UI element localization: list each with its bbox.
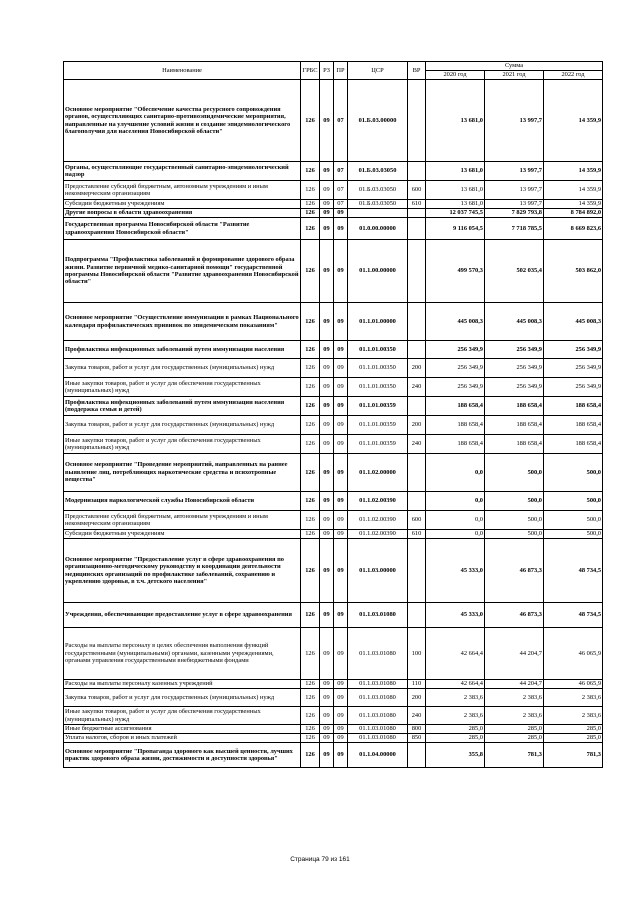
row-2021: 445 008,3 xyxy=(485,303,544,341)
row-name: Другие вопросы в области здравоохранения xyxy=(64,209,301,218)
row-vr xyxy=(408,603,426,628)
row-grbs: 126 xyxy=(301,511,320,530)
row-vr: 240 xyxy=(408,378,426,397)
row-2022: 2 383,6 xyxy=(544,707,603,725)
row-rz: 09 xyxy=(320,628,334,680)
row-2020: 256 349,9 xyxy=(426,378,485,397)
row-2021: 781,3 xyxy=(485,743,544,768)
row-2020: 0,0 xyxy=(426,454,485,492)
row-pr: 09 xyxy=(334,218,348,240)
row-pr: 09 xyxy=(334,689,348,707)
row-name: Основное мероприятие "Предоставление услуг в сфере здравоохранения по организационно-методическому руководству и координации деятельности медицинских организаций по профилактике заболеваний, сохранению и укреплению здоровья, в т.ч. детского населения" xyxy=(64,539,301,603)
row-name: Профилактика инфекционных заболеваний путем иммунизации населения (поддержка семьи и детей) xyxy=(64,397,301,416)
row-2021: 13 997,7 xyxy=(485,181,544,200)
row-name: Основное мероприятие "Осуществление иммунизации в рамках Национального календаря профилактических прививок по эпидемическим показаниям" xyxy=(64,303,301,341)
row-csr: 01.1.03.01080 xyxy=(348,707,408,725)
row-vr xyxy=(408,240,426,303)
row-2021: 188 658,4 xyxy=(485,435,544,454)
row-csr: 01.1.03.01080 xyxy=(348,725,408,734)
header-name: Наименование xyxy=(64,62,301,80)
row-csr xyxy=(348,209,408,218)
row-rz: 09 xyxy=(320,492,334,511)
table-row xyxy=(64,628,603,680)
row-2020: 42 664,4 xyxy=(426,680,485,689)
table-row xyxy=(64,603,603,628)
table-row xyxy=(64,725,603,734)
row-csr: 01.1.03.01080 xyxy=(348,628,408,680)
row-grbs: 126 xyxy=(301,240,320,303)
row-2022: 256 349,9 xyxy=(544,341,603,359)
row-2020: 0,0 xyxy=(426,530,485,539)
row-2021: 46 873,3 xyxy=(485,603,544,628)
row-2022: 188 658,4 xyxy=(544,397,603,416)
row-2021: 285,0 xyxy=(485,734,544,743)
row-csr: 01.1.02.00390 xyxy=(348,511,408,530)
row-name: Закупка товаров, работ и услуг для государственных (муниципальных) нужд xyxy=(64,689,301,707)
row-csr: 01.1.02.00390 xyxy=(348,492,408,511)
row-csr: 01.1.03.01080 xyxy=(348,734,408,743)
row-pr: 09 xyxy=(334,416,348,435)
header-pr: ПР xyxy=(334,62,348,80)
row-2022: 14 359,9 xyxy=(544,80,603,162)
row-name: Подпрограмма "Профилактика заболеваний и формирование здорового образа жизни. Развитие первичной медико-санитарной помощи" государственной программы Новосибирской области "Развитие здравоохранения Новосибирской области" xyxy=(64,240,301,303)
row-csr: 01.1.01.00350 xyxy=(348,341,408,359)
table-row xyxy=(64,200,603,209)
row-2021: 13 997,7 xyxy=(485,162,544,181)
row-csr: 01.1.03.01080 xyxy=(348,603,408,628)
row-grbs: 126 xyxy=(301,218,320,240)
row-rz: 09 xyxy=(320,725,334,734)
row-vr xyxy=(408,218,426,240)
row-name: Уплата налогов, сборов и иных платежей xyxy=(64,734,301,743)
row-csr: 01.1.03.00000 xyxy=(348,539,408,603)
row-pr: 09 xyxy=(334,378,348,397)
row-2022: 781,3 xyxy=(544,743,603,768)
row-2022: 2 383,6 xyxy=(544,689,603,707)
row-name: Субсидии бюджетным учреждениям xyxy=(64,530,301,539)
row-grbs: 126 xyxy=(301,530,320,539)
row-pr: 09 xyxy=(334,725,348,734)
row-2020: 12 037 745,5 xyxy=(426,209,485,218)
row-rz: 09 xyxy=(320,378,334,397)
table-row xyxy=(64,181,603,200)
row-grbs: 126 xyxy=(301,435,320,454)
row-2020: 13 681,0 xyxy=(426,181,485,200)
header-2021: 2021 год xyxy=(485,71,544,80)
row-pr: 09 xyxy=(334,707,348,725)
row-2021: 7 718 785,5 xyxy=(485,218,544,240)
row-grbs: 126 xyxy=(301,181,320,200)
row-csr: 01.1.01.00359 xyxy=(348,416,408,435)
row-rz: 09 xyxy=(320,539,334,603)
row-2022: 503 862,0 xyxy=(544,240,603,303)
row-pr: 09 xyxy=(334,240,348,303)
row-2020: 13 681,0 xyxy=(426,80,485,162)
row-rz: 09 xyxy=(320,707,334,725)
row-vr xyxy=(408,454,426,492)
row-2021: 46 873,3 xyxy=(485,539,544,603)
row-grbs: 126 xyxy=(301,341,320,359)
row-rz: 09 xyxy=(320,689,334,707)
row-rz: 09 xyxy=(320,181,334,200)
row-2020: 45 333,0 xyxy=(426,539,485,603)
row-2021: 188 658,4 xyxy=(485,416,544,435)
row-2021: 2 383,6 xyxy=(485,689,544,707)
row-rz: 09 xyxy=(320,397,334,416)
table-row xyxy=(64,162,603,181)
row-vr xyxy=(408,341,426,359)
row-csr: 01.1.01.00350 xyxy=(348,359,408,378)
row-grbs: 126 xyxy=(301,162,320,181)
row-grbs: 126 xyxy=(301,200,320,209)
row-vr: 200 xyxy=(408,689,426,707)
row-csr: 01.Б.03.00000 xyxy=(348,80,408,162)
header-sum: Сумма xyxy=(426,62,603,71)
row-grbs: 126 xyxy=(301,378,320,397)
row-pr: 09 xyxy=(334,397,348,416)
row-rz: 09 xyxy=(320,341,334,359)
row-2022: 285,0 xyxy=(544,734,603,743)
row-name: Профилактика инфекционных заболеваний путем иммунизации населения xyxy=(64,341,301,359)
row-grbs: 126 xyxy=(301,397,320,416)
row-2021: 7 829 793,8 xyxy=(485,209,544,218)
table-row xyxy=(64,209,603,218)
row-vr: 600 xyxy=(408,511,426,530)
row-grbs: 126 xyxy=(301,689,320,707)
row-2020: 0,0 xyxy=(426,511,485,530)
row-pr: 09 xyxy=(334,303,348,341)
row-csr: 01.1.01.00359 xyxy=(348,397,408,416)
table-row xyxy=(64,454,603,492)
row-2022: 8 784 892,0 xyxy=(544,209,603,218)
row-2022: 188 658,4 xyxy=(544,416,603,435)
row-grbs: 126 xyxy=(301,725,320,734)
row-vr xyxy=(408,303,426,341)
row-2020: 9 116 054,5 xyxy=(426,218,485,240)
row-grbs: 126 xyxy=(301,303,320,341)
row-pr: 09 xyxy=(334,530,348,539)
row-2022: 188 658,4 xyxy=(544,435,603,454)
row-grbs: 126 xyxy=(301,628,320,680)
row-name: Модернизация наркологической службы Новосибирской области xyxy=(64,492,301,511)
row-2021: 44 204,7 xyxy=(485,628,544,680)
row-pr: 09 xyxy=(334,492,348,511)
header-2020: 2020 год xyxy=(426,71,485,80)
row-2021: 2 383,6 xyxy=(485,707,544,725)
row-vr: 600 xyxy=(408,181,426,200)
row-vr xyxy=(408,80,426,162)
row-2020: 256 349,9 xyxy=(426,359,485,378)
row-csr: 01.0.00.00000 xyxy=(348,218,408,240)
row-csr: 01.1.00.00000 xyxy=(348,240,408,303)
table-row xyxy=(64,530,603,539)
row-2022: 14 359,9 xyxy=(544,181,603,200)
row-2021: 500,0 xyxy=(485,454,544,492)
row-rz: 09 xyxy=(320,603,334,628)
row-csr: 01.1.04.00000 xyxy=(348,743,408,768)
row-vr: 800 xyxy=(408,725,426,734)
row-grbs: 126 xyxy=(301,539,320,603)
row-pr: 09 xyxy=(334,603,348,628)
row-vr: 850 xyxy=(408,734,426,743)
row-name: Государственная программа Новосибирской области "Развитие здравоохранения Новосибирской области" xyxy=(64,218,301,240)
row-csr: 01.1.03.01080 xyxy=(348,680,408,689)
row-csr: 01.1.01.00000 xyxy=(348,303,408,341)
row-rz: 09 xyxy=(320,743,334,768)
table-row xyxy=(64,689,603,707)
row-pr: 09 xyxy=(334,511,348,530)
row-grbs: 126 xyxy=(301,680,320,689)
row-name: Закупка товаров, работ и услуг для государственных (муниципальных) нужд xyxy=(64,416,301,435)
row-grbs: 126 xyxy=(301,734,320,743)
row-rz: 09 xyxy=(320,530,334,539)
row-pr: 09 xyxy=(334,628,348,680)
table-row xyxy=(64,492,603,511)
row-2020: 13 681,0 xyxy=(426,162,485,181)
row-2022: 445 008,3 xyxy=(544,303,603,341)
table-row xyxy=(64,680,603,689)
table-row xyxy=(64,378,603,397)
table-row xyxy=(64,416,603,435)
row-2022: 48 734,5 xyxy=(544,603,603,628)
row-2021: 188 658,4 xyxy=(485,397,544,416)
header-rz: РЗ xyxy=(320,62,334,80)
row-pr: 07 xyxy=(334,162,348,181)
row-rz: 09 xyxy=(320,303,334,341)
row-2020: 2 383,6 xyxy=(426,707,485,725)
row-2020: 445 008,3 xyxy=(426,303,485,341)
row-csr: 01.1.01.00359 xyxy=(348,435,408,454)
row-rz: 09 xyxy=(320,162,334,181)
row-2021: 500,0 xyxy=(485,492,544,511)
row-vr xyxy=(408,539,426,603)
row-2022: 500,0 xyxy=(544,511,603,530)
row-rz: 09 xyxy=(320,511,334,530)
row-2020: 499 570,3 xyxy=(426,240,485,303)
row-pr: 09 xyxy=(334,680,348,689)
row-2021: 256 349,9 xyxy=(485,341,544,359)
table-row xyxy=(64,539,603,603)
row-pr: 07 xyxy=(334,181,348,200)
table-row xyxy=(64,218,603,240)
header-csr: ЦСР xyxy=(348,62,408,80)
row-pr: 09 xyxy=(334,734,348,743)
row-name: Предоставление субсидий бюджетным, автономным учреждениям и иным некоммерческим организациям xyxy=(64,181,301,200)
row-vr: 200 xyxy=(408,359,426,378)
row-2022: 14 359,9 xyxy=(544,200,603,209)
row-rz: 09 xyxy=(320,359,334,378)
row-name: Основное мероприятие "Пропаганда здорового как высшей ценности, лучших практик здорового образа жизни, достижимости и доступности здоровья" xyxy=(64,743,301,768)
row-csr: 01.1.02.00390 xyxy=(348,530,408,539)
row-rz: 09 xyxy=(320,80,334,162)
page-number: Страница 79 из 161 xyxy=(290,856,350,863)
row-2021: 500,0 xyxy=(485,530,544,539)
row-rz: 09 xyxy=(320,209,334,218)
row-2022: 500,0 xyxy=(544,492,603,511)
row-rz: 09 xyxy=(320,734,334,743)
row-2022: 285,0 xyxy=(544,725,603,734)
row-rz: 09 xyxy=(320,435,334,454)
table-row xyxy=(64,397,603,416)
row-name: Закупка товаров, работ и услуг для государственных (муниципальных) нужд xyxy=(64,359,301,378)
row-pr: 09 xyxy=(334,341,348,359)
row-vr: 610 xyxy=(408,530,426,539)
row-name: Основное мероприятие "Обеспечение качества ресурсного сопровождения органов, осуществляющих санитарно-противоэпидемические мероприятия, направленные на улучшение условий жизни и создание эпидемиологического благополучия для населения Новосибирской области" xyxy=(64,80,301,162)
row-rz: 09 xyxy=(320,240,334,303)
row-2020: 256 349,9 xyxy=(426,341,485,359)
row-pr: 09 xyxy=(334,454,348,492)
row-2022: 500,0 xyxy=(544,454,603,492)
row-grbs: 126 xyxy=(301,359,320,378)
row-name: Субсидии бюджетным учреждениям xyxy=(64,200,301,209)
row-rz: 09 xyxy=(320,454,334,492)
row-grbs: 126 xyxy=(301,209,320,218)
row-2020: 355,8 xyxy=(426,743,485,768)
row-pr: 09 xyxy=(334,743,348,768)
row-2020: 42 664,4 xyxy=(426,628,485,680)
row-pr: 07 xyxy=(334,200,348,209)
row-2022: 8 669 823,6 xyxy=(544,218,603,240)
header-2022: 2022 год xyxy=(544,71,603,80)
row-rz: 09 xyxy=(320,200,334,209)
row-pr: 09 xyxy=(334,209,348,218)
row-vr: 110 xyxy=(408,680,426,689)
row-2022: 14 359,9 xyxy=(544,162,603,181)
row-grbs: 126 xyxy=(301,454,320,492)
row-name: Основное мероприятие "Проведение мероприятий, направленных на раннее выявление лиц, потребляющих наркотические средства и психотропные вещества" xyxy=(64,454,301,492)
row-2021: 285,0 xyxy=(485,725,544,734)
row-rz: 09 xyxy=(320,680,334,689)
row-2022: 48 734,5 xyxy=(544,539,603,603)
row-vr xyxy=(408,492,426,511)
row-2020: 0,0 xyxy=(426,492,485,511)
row-vr: 200 xyxy=(408,416,426,435)
row-pr: 07 xyxy=(334,80,348,162)
row-csr: 01.1.03.01080 xyxy=(348,689,408,707)
row-2021: 256 349,9 xyxy=(485,378,544,397)
row-name: Расходы на выплаты персоналу казенных учреждений xyxy=(64,680,301,689)
table-row xyxy=(64,707,603,725)
row-2020: 285,0 xyxy=(426,734,485,743)
row-vr xyxy=(408,397,426,416)
row-pr: 09 xyxy=(334,435,348,454)
row-2021: 256 349,9 xyxy=(485,359,544,378)
table-row xyxy=(64,240,603,303)
row-grbs: 126 xyxy=(301,603,320,628)
row-pr: 09 xyxy=(334,359,348,378)
row-vr xyxy=(408,162,426,181)
row-name: Иные закупки товаров, работ и услуг для обеспечения государственных (муниципальных) нужд xyxy=(64,378,301,397)
row-rz: 09 xyxy=(320,416,334,435)
row-csr: 01.Б.03.03050 xyxy=(348,162,408,181)
table-row xyxy=(64,734,603,743)
row-grbs: 126 xyxy=(301,80,320,162)
table-row xyxy=(64,80,603,162)
row-2020: 188 658,4 xyxy=(426,435,485,454)
row-grbs: 126 xyxy=(301,707,320,725)
header-grbs: ГРБС xyxy=(301,62,320,80)
row-2021: 502 035,4 xyxy=(485,240,544,303)
row-2021: 13 997,7 xyxy=(485,80,544,162)
row-2021: 13 997,7 xyxy=(485,200,544,209)
row-2022: 500,0 xyxy=(544,530,603,539)
row-vr: 240 xyxy=(408,707,426,725)
table-row xyxy=(64,435,603,454)
row-csr: 01.1.02.00000 xyxy=(348,454,408,492)
row-name: Иные закупки товаров, работ и услуг для обеспечения государственных (муниципальных) нужд xyxy=(64,707,301,725)
row-name: Предоставление субсидий бюджетным, автономным учреждениям и иным некоммерческим организациям xyxy=(64,511,301,530)
row-name: Органы, осуществляющие государственный санитарно-эпидемиологический надзор xyxy=(64,162,301,181)
row-2020: 285,0 xyxy=(426,725,485,734)
row-2020: 188 658,4 xyxy=(426,416,485,435)
table-row xyxy=(64,511,603,530)
row-vr: 240 xyxy=(408,435,426,454)
row-csr: 01.1.01.00350 xyxy=(348,378,408,397)
row-name: Учреждения, обеспечивающие предоставление услуг в сфере здравоохранения xyxy=(64,603,301,628)
row-name: Иные закупки товаров, работ и услуг для обеспечения государственных (муниципальных) нужд xyxy=(64,435,301,454)
row-2021: 500,0 xyxy=(485,511,544,530)
row-csr: 01.Б.03.03050 xyxy=(348,181,408,200)
row-2020: 45 333,0 xyxy=(426,603,485,628)
table-row xyxy=(64,341,603,359)
row-2020: 2 383,6 xyxy=(426,689,485,707)
row-2022: 256 349,9 xyxy=(544,359,603,378)
table-row xyxy=(64,359,603,378)
row-grbs: 126 xyxy=(301,743,320,768)
row-csr: 01.Б.03.03050 xyxy=(348,200,408,209)
row-vr xyxy=(408,743,426,768)
row-2022: 46 065,9 xyxy=(544,680,603,689)
row-2020: 188 658,4 xyxy=(426,397,485,416)
row-vr: 610 xyxy=(408,200,426,209)
table-body xyxy=(64,80,603,768)
table-row xyxy=(64,743,603,768)
table-row xyxy=(64,303,603,341)
row-2021: 44 204,7 xyxy=(485,680,544,689)
row-2022: 256 349,9 xyxy=(544,378,603,397)
row-name: Иные бюджетные ассигнования xyxy=(64,725,301,734)
header-vr: ВР xyxy=(408,62,426,80)
budget-table xyxy=(63,61,603,768)
row-2022: 46 065,9 xyxy=(544,628,603,680)
row-vr xyxy=(408,209,426,218)
row-name: Расходы на выплаты персоналу в целях обеспечения выполнения функций государственными (муниципальными) органами, казенными учреждениями, органами управления государственными внебюджетными фондами xyxy=(64,628,301,680)
row-2020: 13 681,0 xyxy=(426,200,485,209)
row-grbs: 126 xyxy=(301,416,320,435)
row-grbs: 126 xyxy=(301,492,320,511)
row-rz: 09 xyxy=(320,218,334,240)
row-pr: 09 xyxy=(334,539,348,603)
row-vr: 100 xyxy=(408,628,426,680)
